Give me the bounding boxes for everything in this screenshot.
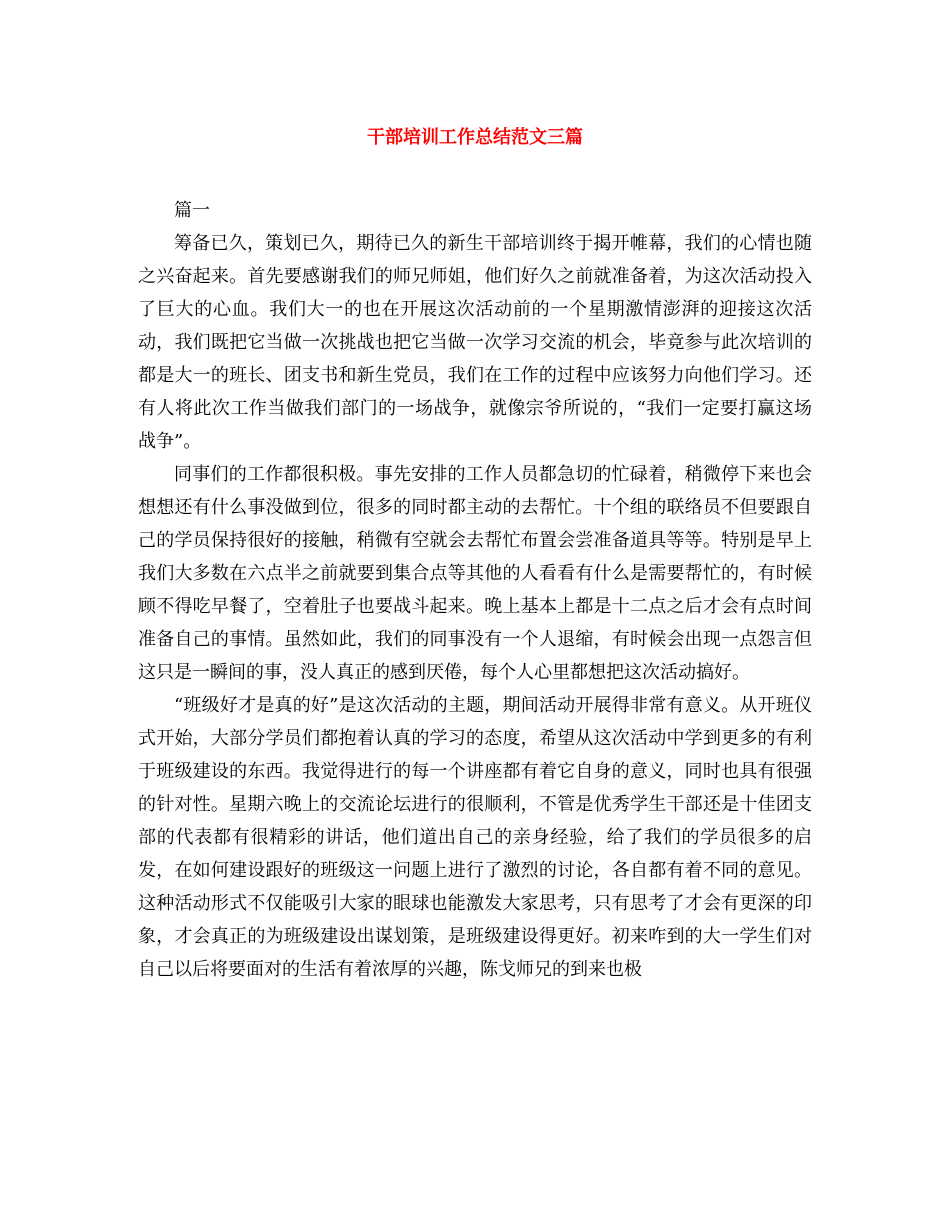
section-heading: 篇一 (174, 200, 210, 221)
document-title: 干部培训工作总结范文三篇 (367, 127, 583, 148)
document-body (138, 194, 812, 986)
paragraph-3: “班级好才是真的好”是这次活动的主题，期间活动开展得非常有意义。从开班仪式开始，大部分学员们都抱着认真的学习的态度，希望从这次活动中学到更多的有利于班级建设的东西。我觉得进行的每一个讲座都有着它自身的意义，同时也具有很强的针对性。星期六晚上的交流论坛进行的很顺利，不管是优秀学生干部还是十佳团支部的代表都有很精彩的讲话，他们道出自己的亲身经验，给了我们的学员很多的启发，在如何建设跟好的班级这一问题上进行了激烈的讨论，各自都有着不同的意见。这种活动形式不仅能吸引大家的眼球也能激发大家思考，只有思考了才会有更深的印象，才会真正的为班级建设出谋划策，是班级建设得更好。初来咋到的大一学生们对自己以后将要面对的生活有着浓厚的兴趣，陈戈师兄的到来也极 (138, 695, 812, 980)
paragraph-2: 同事们的工作都很积极。事先安排的工作人员都急切的忙碌着，稍微停下来也会想想还有什么事没做到位，很多的同时都主动的去帮忙。十个组的联络员不但要跟自己的学员保持很好的接触，稍微有空就会去帮忙布置会尝准备道具等等。特别是早上我们大多数在六点半之前就要到集合点等其他的人看看有什么是需要帮忙的，有时候顾不得吃早餐了，空着肚子也要战斗起来。晚上基本上都是十二点之后才会有点时间准备自己的事情。虽然如此，我们的同事没有一个人退缩，有时候会出现一点怨言但这只是一瞬间的事，没人真正的感到厌倦，每个人心里都想把这次活动搞好。 (138, 464, 812, 683)
paragraph-1: 筹备已久，策划已久，期待已久的新生干部培训终于揭开帷幕，我们的心情也随之兴奋起来。首先要感谢我们的师兄师姐，他们好久之前就准备着，为这次活动投入了巨大的心血。我们大一的也在开展这次活动前的一个星期激情澎湃的迎接这次活动，我们既把它当做一次挑战也把它当做一次学习交流的机会，毕竟参与此次培训的都是大一的班长、团支书和新生党员，我们在工作的过程中应该努力向他们学习。还有人将此次工作当做我们部门的一场战争，就像宗爷所说的，“我们一定要打赢这场战争”。 (138, 233, 812, 452)
